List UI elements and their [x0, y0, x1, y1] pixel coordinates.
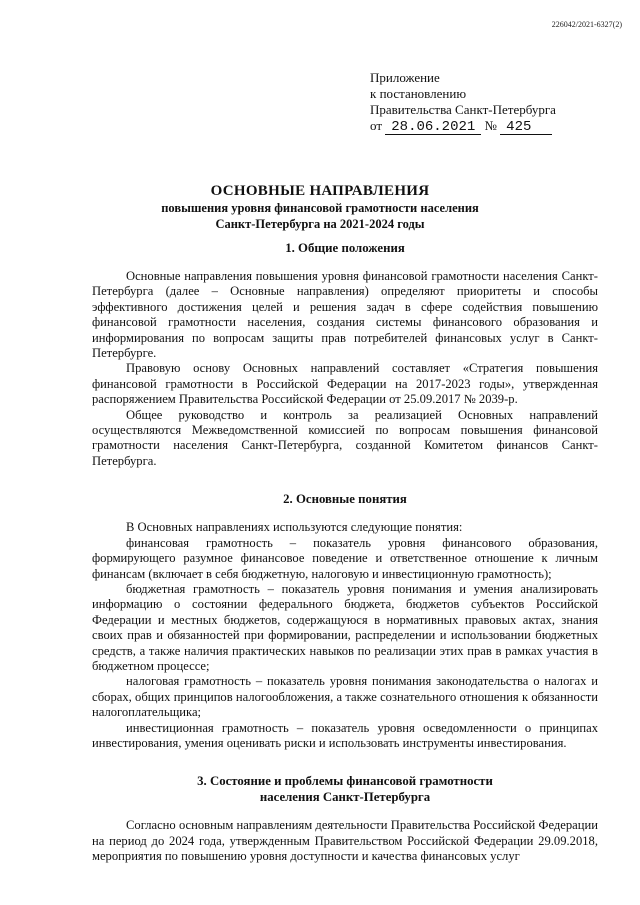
date-prefix: от [370, 118, 383, 133]
handwritten-number: 425 [500, 120, 552, 135]
handwritten-date: 28.06.2021 [385, 120, 481, 135]
title-sub-2: Санкт-Петербурга на 2021-2024 годы [215, 217, 425, 231]
document-title [0, 182, 640, 232]
section-1-paragraph-3: Общее руководство и контроль за реализацией Основных направлений осуществляются Межведомственной комиссией по вопросам повышения финансовой грамотности населения Санкт-Петербурга, созданной Комитетом финансов Санкт-Петербурга. [92, 407, 598, 468]
document-body [92, 240, 598, 865]
section-1-paragraph-2: Правовую основу Основных направлений составляет «Стратегия повышения финансовой грамотности в Российской Федерации на 2017-2023 годы», утвержденная распоряжением Правительства Российской Федерации от 25.09.2017 № 2039-р. [92, 361, 598, 407]
title-main: ОСНОВНЫЕ НАПРАВЛЕНИЯ [210, 183, 430, 199]
section-3-paragraph-1: Согласно основным направлениям деятельности Правительства Российской Федерации на период до 2024 года, утвержденным Правительством Российской Федерации 29.09.2018, мероприятия по повышению уровня доступности и качества финансовых услуг [92, 818, 598, 864]
title-sub-1: повышения уровня финансовой грамотности населения [161, 201, 479, 215]
document-number: 226042/2021-6327(2) [551, 20, 622, 29]
appendix-line-2: к постановлению [370, 86, 467, 101]
appendix-block [370, 70, 556, 135]
number-prefix: № [484, 118, 497, 133]
appendix-line-1: Приложение [370, 70, 440, 85]
section-1-paragraph-1: Основные направления повышения уровня финансовой грамотности населения Санкт-Петербурга (далее – Основные направления) определяют приоритеты и способы эффективного достижения целей и решения задач в сфере содействия повышению финансовой грамотности населения, создания системы финансового образования и информирования по вопросам защиты прав потребителей финансовых услуг в Санкт-Петербурге. [92, 269, 598, 361]
section-2-paragraph-4: налоговая грамотность – показатель уровня понимания законодательства о налогах и сборах, общих принципов налогообложения, а также сознательного отношения к обязанности налогоплательщика; [92, 674, 598, 720]
section-2-paragraph-2: финансовая грамотность – показатель уровня финансового образования, формирующего разумное финансовое поведение и ответственное отношение к личным финансам (включает в себя бюджетную, налоговую и инвестиционную грамотность); [92, 535, 598, 581]
section-3-heading: 3. Состояние и проблемы финансовой грамотности [197, 774, 493, 789]
section-2-paragraph-3: бюджетная грамотность – показатель уровня понимания и умения анализировать информацию о состоянии федерального бюджета, бюджетов субъектов Российской Федерации и местных бюджетов, содержащуюся в нормативных правовых актах, знания своих прав и обязанностей при формировании, распределении и использовании бюджетных средств, а также наличия практических навыков по реализации этих прав в рамках участия в бюджетном процессе; [92, 581, 598, 673]
section-3-heading-line-2: населения Санкт-Петербурга [259, 790, 431, 805]
section-2-heading: 2. Основные понятия [283, 492, 407, 507]
section-1-heading: 1. Общие положения [285, 241, 405, 255]
appendix-line-3: Правительства Санкт-Петербурга [370, 102, 556, 117]
section-2-paragraph-1: В Основных направлениях используются следующие понятия: [126, 520, 463, 535]
section-2-paragraph-5: инвестиционная грамотность – показатель уровня осведомленности о принципах инвестирования, умения оценивать риски и использовать инструменты инвестирования. [92, 720, 598, 750]
appendix-date-line [370, 118, 556, 135]
